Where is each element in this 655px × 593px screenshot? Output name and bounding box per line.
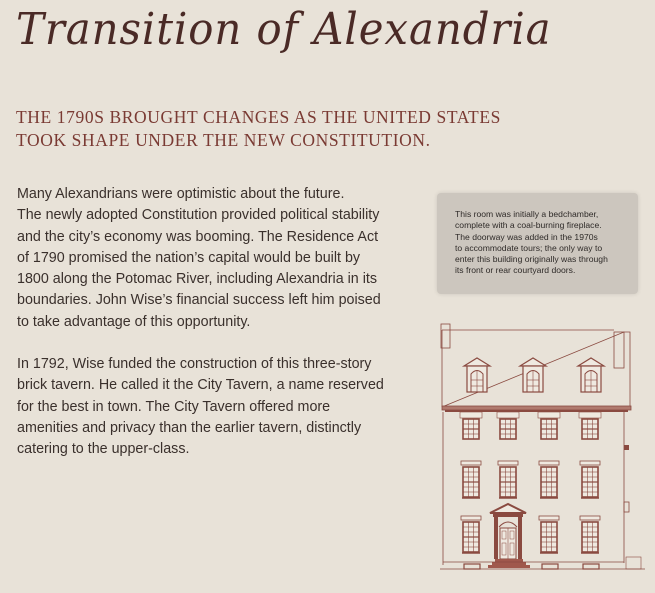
subheading-line: TOOK SHAPE UNDER THE NEW CONSTITUTION. — [16, 130, 431, 150]
chimney-right — [614, 332, 624, 368]
text-line: Many Alexandrians were optimistic about the future. — [17, 186, 345, 202]
page-title: Transition of Alexandria — [16, 4, 552, 55]
paragraph-2 — [17, 354, 402, 460]
caption-line: This room was initially a bedchamber, — [455, 209, 599, 219]
text-line: The newly adopted Constitution provided political stability — [17, 207, 380, 224]
caption-line: to accommodate tours; the only way to — [455, 242, 603, 253]
caption-line: The doorway was added in the 1970s — [455, 231, 598, 242]
third-floor-windows — [460, 412, 601, 439]
text-line: brick tavern. He called it the City Tavern, a name reserved — [17, 377, 384, 394]
caption-line: complete with a coal-burning fireplace. — [455, 220, 602, 231]
building-illustration — [420, 315, 655, 588]
text-line: 1800 along the Potomac River, including Alexandria in its — [17, 271, 378, 288]
text-line: boundaries. John Wise’s financial success left him poised — [17, 292, 381, 309]
text-line: to take advantage of this opportunity. — [17, 313, 251, 330]
front-door — [488, 504, 530, 568]
text-line: catering to the upper-class. — [17, 441, 190, 458]
text-line: In 1792, Wise funded the construction of this three-story — [17, 356, 372, 373]
text-line: for the best in town. The City Tavern offered more — [17, 398, 331, 415]
caption-line: its front or rear courtyard doors. — [455, 265, 576, 276]
subheading-line: THE 1790S BROUGHT CHANGES AS THE UNITED STATES — [16, 107, 501, 127]
caption-box — [437, 193, 638, 294]
subheading — [16, 106, 616, 152]
body-text — [17, 184, 402, 482]
text-line: amenities and privacy than the earlier tavern, distinctly — [17, 419, 362, 436]
text-line: of 1790 promised the nation’s capital would be built by — [17, 249, 361, 266]
paragraph-1 — [17, 184, 402, 333]
text-line: and the city’s economy was booming. The Residence Act — [17, 228, 379, 245]
caption-line: enter this building originally was through — [455, 254, 608, 265]
